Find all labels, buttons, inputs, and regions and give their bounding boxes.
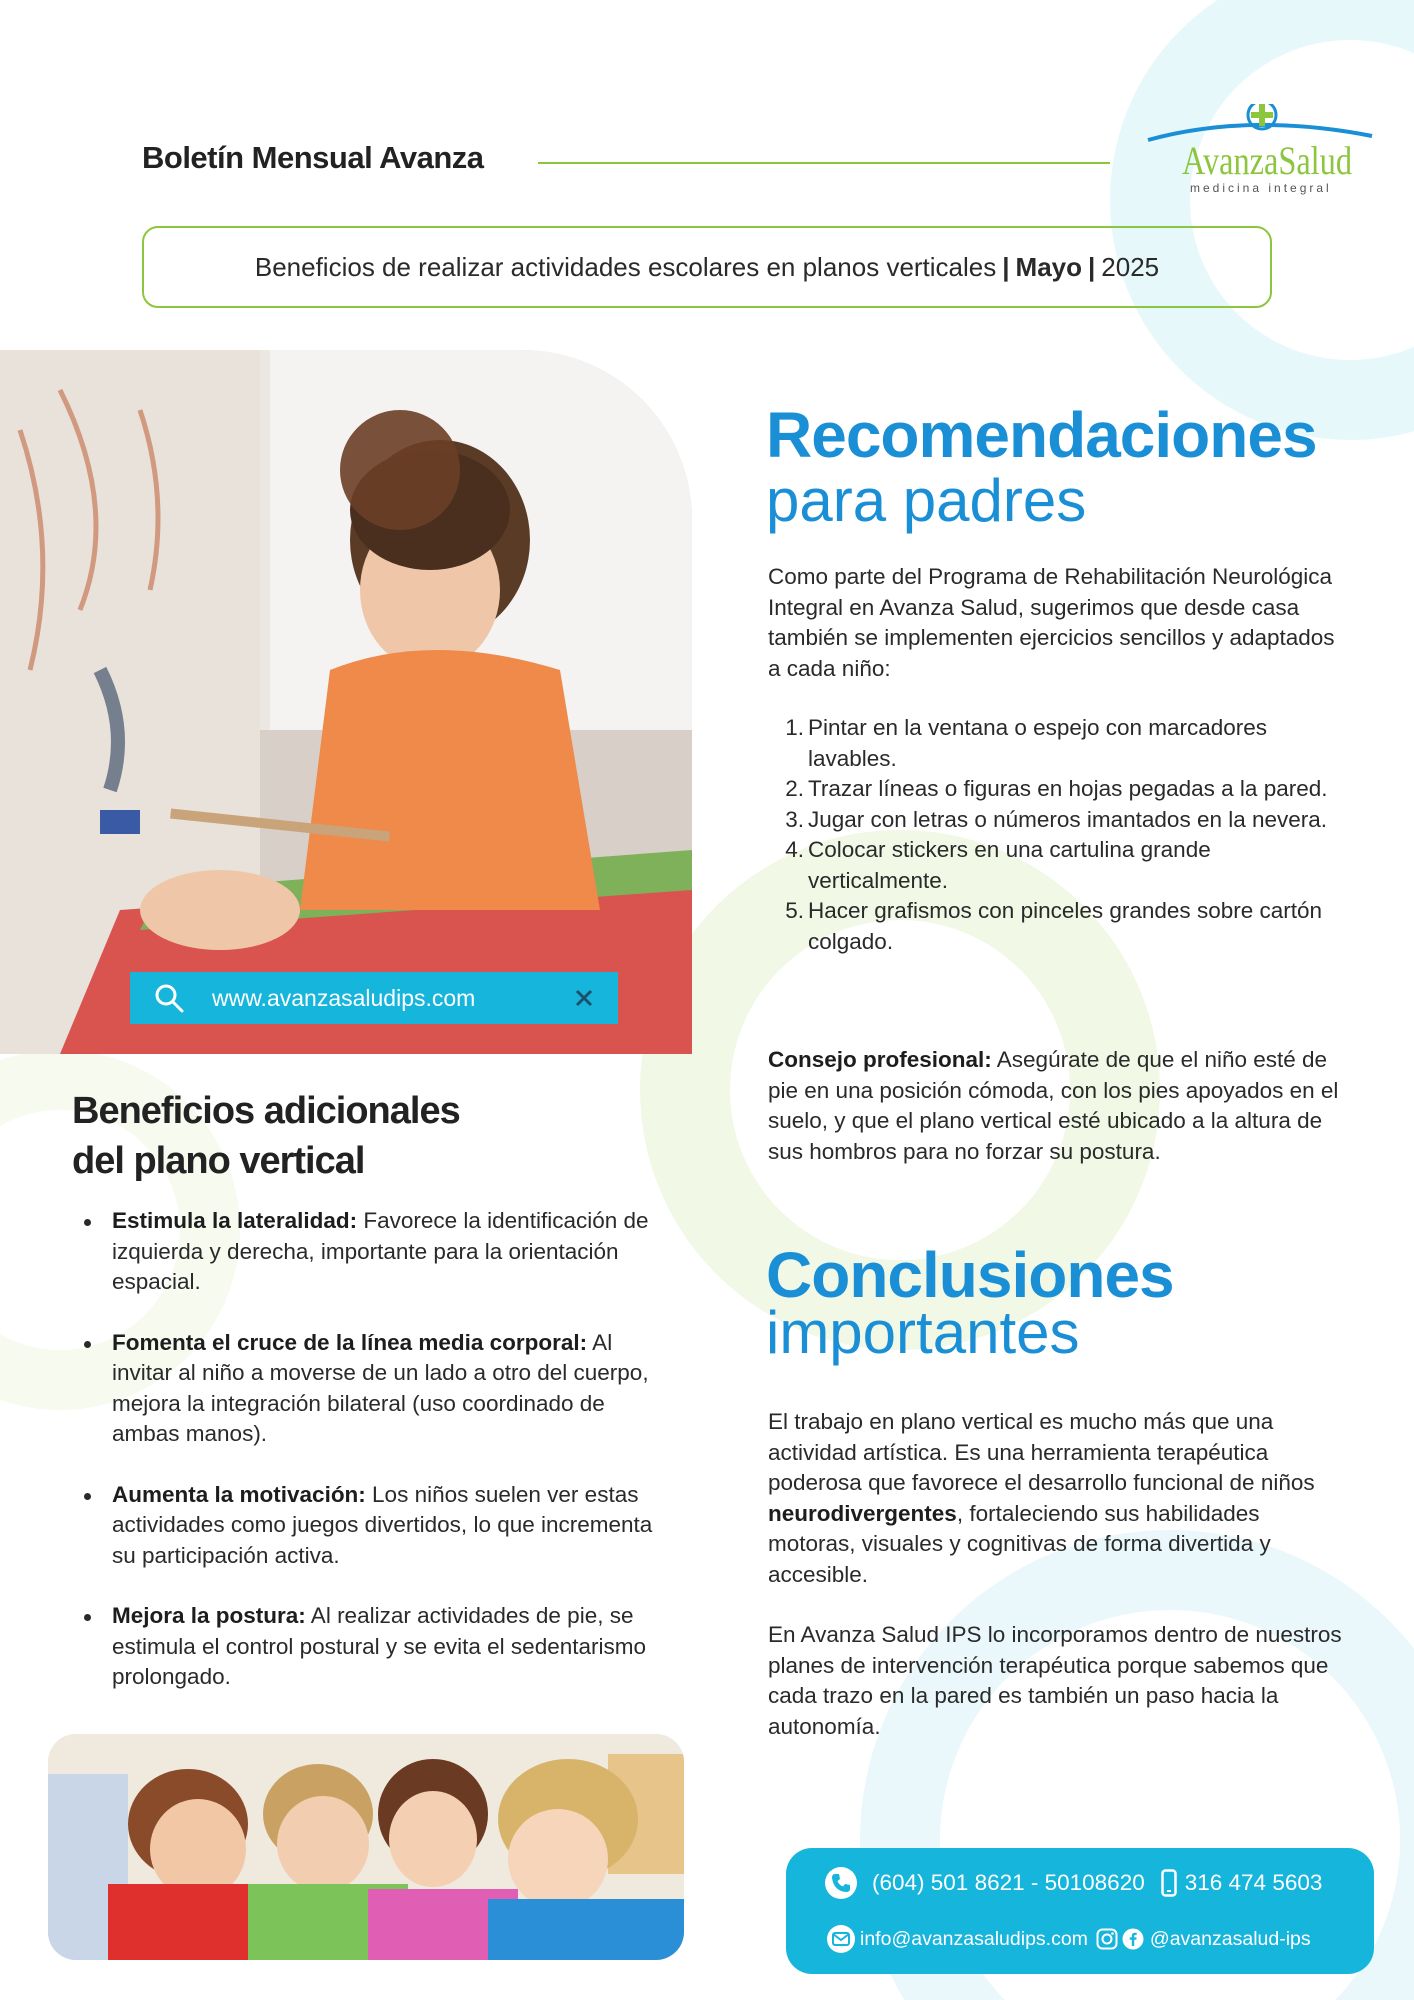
topic-year: 2025 (1101, 251, 1160, 282)
item-text: Hacer grafismos con pinceles grandes sobre cartón colgado. (808, 898, 1323, 954)
list-item (768, 835, 1348, 896)
benefit-label: Fomenta el cruce de la línea media corporal: (112, 1329, 588, 1355)
contact-box (786, 1848, 1374, 1974)
conclusions-heading: Conclusiones (766, 1239, 1174, 1311)
recommendations-list (768, 713, 1348, 957)
children-painting-illustration (0, 350, 692, 1054)
benefits-heading-line2: del plano vertical (72, 1140, 365, 1182)
contact-online-row (826, 1924, 1311, 1954)
topic-banner (142, 226, 1272, 308)
logo-wordmark: AvanzaSalud (1182, 138, 1352, 183)
benefits-heading-line1: Beneficios adicionales (72, 1090, 460, 1132)
benefits-heading (72, 1086, 460, 1186)
list-item (768, 774, 1348, 805)
conclusions-emphasis: neurodivergentes (768, 1500, 957, 1526)
background-ring-top (1110, 0, 1414, 440)
benefit-text: Al realizar actividades de pie, se estimula el control postural y se evita el sedentarismo prolongado. (112, 1603, 647, 1689)
list-item (80, 1328, 670, 1450)
topic-text: Beneficios de realizar actividades escolares en planos verticales (254, 251, 997, 282)
social-handle[interactable]: @avanzasalud-ips (1149, 1927, 1311, 1950)
facebook-icon[interactable] (1122, 1928, 1144, 1950)
benefit-text: Favorece la identificación de izquierda y derecha, importante para la orientación espacial. (112, 1208, 649, 1294)
list-item (768, 805, 1348, 836)
item-number: 2. (785, 776, 804, 801)
topic-month: Mayo (1015, 251, 1083, 282)
list-item (768, 896, 1348, 957)
item-number: 5. (785, 898, 804, 923)
benefit-text: Los niños suelen ver estas actividades como juegos divertidos, lo que incrementa su participación activa. (112, 1481, 653, 1568)
list-item (768, 713, 1348, 774)
contact-phone-row (824, 1866, 1322, 1900)
conclusions-text: El trabajo en plano vertical es mucho más que una actividad artística. Es una herramienta terapéutica poderosa que favorece el desarrollo funcional de niños (768, 1409, 1315, 1495)
conclusions-paragraph-2: En Avanza Salud IPS lo incorporamos dentro de nuestros planes de intervención terapéutica porque sabemos que cada trazo en la pared es también un paso hacia la autonomía. (768, 1622, 1342, 1739)
list-item (80, 1601, 670, 1693)
website-url[interactable]: www.avanzasaludips.com (212, 984, 476, 1011)
mobile-number[interactable]: 316 474 5603 (1184, 1870, 1323, 1895)
benefit-label: Mejora la postura: (112, 1603, 306, 1628)
benefit-label: Estimula la lateralidad: (112, 1208, 358, 1233)
tip-label: Consejo profesional: (768, 1047, 992, 1072)
item-text: Jugar con letras o números imantados en la nevera. (808, 806, 1328, 832)
avanza-salud-logo (1140, 104, 1380, 200)
phone-icon (824, 1866, 858, 1900)
topic-separator: | (1002, 251, 1010, 282)
topic-separator-2: | (1088, 251, 1096, 282)
close-icon[interactable] (574, 988, 594, 1008)
item-number: 1. (785, 715, 804, 740)
recommendations-intro: Como parte del Programa de Rehabilitación Neurológica Integral en Avanza Salud, sugerimos que desde casa también se implementen ejercicios sencillos y adaptados a cada niño: (768, 564, 1335, 681)
logo-tagline: medicina integral (1190, 181, 1332, 195)
item-number: 3. (785, 806, 804, 832)
search-icon (154, 983, 184, 1013)
benefit-text: Al invitar al niño a moverse de un lado a otro del cuerpo, mejora la integración bilateral (uso coordinado de ambas manos). (112, 1329, 649, 1446)
item-text: Colocar stickers en una cartulina grande verticalmente. (808, 837, 1211, 893)
benefits-list (80, 1206, 670, 1723)
mobile-icon (1161, 1869, 1177, 1897)
website-search-bar[interactable] (130, 972, 618, 1024)
email-icon (826, 1924, 856, 1954)
newsletter-title: Boletín Mensual Avanza (142, 140, 484, 175)
email-address[interactable]: info@avanzasaludips.com (860, 1927, 1088, 1950)
recommendations-heading: Recomendaciones (766, 399, 1317, 471)
conclusions-subheading: importantes (766, 1299, 1080, 1366)
children-drawing-illustration (48, 1734, 684, 1960)
phone-number[interactable]: (604) 501 8621 - 50108620 (872, 1870, 1145, 1895)
recommendations-subheading: para padres (766, 467, 1087, 534)
tip-text: Asegúrate de que el niño esté de pie en una posición cómoda, con los pies apoyados en el suelo, y que el plano vertical esté ubicado a la altura de sus hombros para no forzar su postura. (768, 1047, 1339, 1164)
children-drawing-photo (48, 1734, 684, 1960)
item-number: 4. (785, 837, 804, 862)
benefit-label: Aumenta la motivación: (112, 1481, 366, 1507)
conclusions-paragraph-1 (768, 1407, 1348, 1590)
header-divider (538, 162, 1110, 164)
professional-tip (768, 1045, 1348, 1167)
list-item (80, 1206, 670, 1298)
instagram-icon[interactable] (1096, 1928, 1118, 1950)
conclusions-text: , fortaleciendo sus habilidades motoras, visuales y cognitivas de forma divertida y accesible. (768, 1500, 1271, 1587)
list-item (80, 1480, 670, 1572)
children-painting-photo (0, 350, 692, 1054)
item-text: Pintar en la ventana o espejo con marcadores lavables. (808, 715, 1268, 771)
item-text: Trazar líneas o figuras en hojas pegadas a la pared. (808, 776, 1328, 801)
